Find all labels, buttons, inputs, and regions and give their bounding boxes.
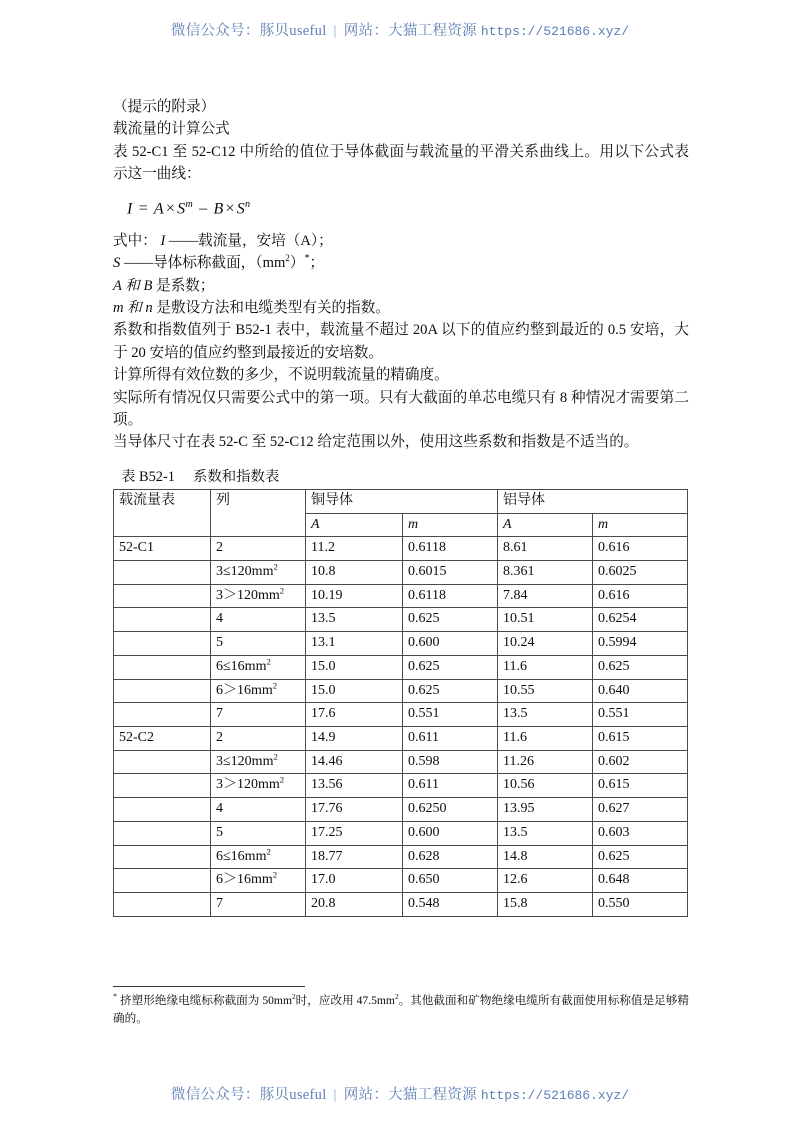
cell-copper-m: 0.625: [403, 608, 498, 632]
table-row: [114, 584, 688, 608]
watermark-separator: |: [333, 1087, 337, 1103]
table-row: [114, 703, 688, 727]
cell-aluminium-A: 10.55: [498, 679, 593, 703]
cell-column-descriptor: 4: [211, 798, 306, 822]
paragraph-second-term-usage: 实际所有情况仅只需要公式中的第一项。只有大截面的单芯电缆只有 8 种情况才需要第二项。: [113, 389, 689, 429]
cell-copper-A: 11.2: [306, 537, 403, 561]
cell-copper-A: 13.5: [306, 608, 403, 632]
cell-copper-m: 0.625: [403, 655, 498, 679]
appendix-note: （提示的附录）: [113, 99, 216, 115]
definition-S-tail: ）: [289, 255, 305, 272]
header-current-table: 载流量表: [114, 489, 211, 536]
cell-aluminium-A: 15.8: [498, 893, 593, 917]
footnote-superscript-1: 2: [291, 993, 296, 1002]
cell-copper-A: 17.0: [306, 869, 403, 893]
cell-column-descriptor: 2: [211, 537, 306, 561]
cell-aluminium-m: 0.625: [593, 845, 688, 869]
table-row: [114, 726, 688, 750]
cell-current-table-continued: [114, 679, 211, 703]
cell-current-table-name: 52-C2: [114, 726, 211, 750]
cell-current-table-continued: [114, 632, 211, 656]
cell-aluminium-A: 10.24: [498, 632, 593, 656]
cell-aluminium-A: 11.6: [498, 655, 593, 679]
cell-aluminium-A: 8.361: [498, 560, 593, 584]
cell-copper-m: 0.600: [403, 821, 498, 845]
header-aluminium-conductor-group: 铝导体: [498, 489, 688, 513]
cell-copper-A: 18.77: [306, 845, 403, 869]
paragraph-significant-digits: 计算所得有效位数的多少，不说明载流量的精确度。: [113, 367, 449, 384]
cell-copper-m: 0.625: [403, 679, 498, 703]
cell-aluminium-m: 0.6254: [593, 608, 688, 632]
cell-copper-A: 17.25: [306, 821, 403, 845]
formula-minus: –: [199, 199, 208, 217]
cell-current-table-continued: [114, 608, 211, 632]
cell-column-superscript: 2: [279, 774, 285, 785]
table-head: [114, 489, 688, 536]
cell-current-table-continued: [114, 584, 211, 608]
cell-aluminium-m: 0.5994: [593, 632, 688, 656]
symbol-definition-list: [113, 230, 689, 320]
cell-copper-A: 13.56: [306, 774, 403, 798]
cell-copper-m: 0.611: [403, 726, 498, 750]
cell-aluminium-m: 0.616: [593, 537, 688, 561]
cell-aluminium-m: 0.627: [593, 798, 688, 822]
carrying-capacity-formula: [127, 199, 689, 218]
footnote-text: [113, 992, 689, 1027]
cell-column-superscript: 2: [266, 845, 271, 856]
formula-lhs: I: [127, 199, 133, 217]
formula-term1-exponent: m: [185, 198, 193, 210]
cell-copper-A: 13.1: [306, 632, 403, 656]
formula-term1-base: S: [177, 199, 186, 217]
footnote-reference-marker: *: [304, 253, 310, 265]
table-row: [114, 893, 688, 917]
table-caption-title: 系数和指数表: [192, 468, 280, 485]
table-header-row-groups: [114, 489, 688, 513]
definition-S-end: ；: [309, 255, 325, 272]
footnote-block: [113, 986, 689, 1027]
cell-copper-m: 0.6118: [403, 584, 498, 608]
cell-aluminium-m: 0.6025: [593, 560, 688, 584]
table-row: [114, 869, 688, 893]
header-watermark: [0, 19, 800, 40]
cell-copper-A: 10.8: [306, 560, 403, 584]
table-caption: [121, 465, 689, 486]
cell-column-superscript: 2: [272, 679, 278, 690]
definition-I: [113, 230, 689, 252]
symbols-A-and-B: A 和 B: [113, 277, 153, 294]
cell-column-superscript: 2: [279, 585, 285, 596]
cell-copper-m: 0.6118: [403, 537, 498, 561]
cell-copper-m: 0.598: [403, 750, 498, 774]
table-row: [114, 845, 688, 869]
cell-column-superscript: 2: [273, 751, 278, 762]
cell-column-descriptor: 2: [211, 726, 306, 750]
cell-aluminium-A: 13.5: [498, 703, 593, 727]
cell-aluminium-m: 0.615: [593, 726, 688, 750]
cell-aluminium-m: 0.603: [593, 821, 688, 845]
header-copper-conductor-group: 铜导体: [306, 489, 498, 513]
watermark-site-label: 网站：大猫工程资源: [343, 23, 477, 39]
table-row: [114, 608, 688, 632]
cell-aluminium-A: 7.84: [498, 584, 593, 608]
footnote-superscript-2: 2: [394, 993, 399, 1002]
cell-column-superscript: 2: [266, 656, 271, 667]
cell-copper-m: 0.611: [403, 774, 498, 798]
cell-copper-m: 0.548: [403, 893, 498, 917]
definition-S-text: ——导体标称截面，（mm: [123, 255, 286, 272]
cell-current-table-continued: [114, 774, 211, 798]
cell-aluminium-m: 0.625: [593, 655, 688, 679]
header-copper-A: A: [306, 513, 403, 537]
cell-copper-m: 0.628: [403, 845, 498, 869]
definition-mn-text: 是敷设方法和电缆类型有关的指数。: [152, 300, 390, 317]
header-copper-m: m: [403, 513, 498, 537]
cell-current-table-continued: [114, 893, 211, 917]
cell-aluminium-A: 11.26: [498, 750, 593, 774]
table-row: [114, 679, 688, 703]
cell-aluminium-A: 10.51: [498, 608, 593, 632]
cell-aluminium-m: 0.648: [593, 869, 688, 893]
cell-aluminium-A: 10.56: [498, 774, 593, 798]
table-row: [114, 632, 688, 656]
cell-column-descriptor: 7: [211, 703, 306, 727]
cell-aluminium-A: 12.6: [498, 869, 593, 893]
intro-paragraph: 表 52-C1 至 52-C12 中所给的值位于导体截面与载流量的平滑关系曲线上。用以下公式表示这一曲线：: [113, 143, 689, 183]
cell-column-descriptor: $6\le 16mm^2$: [211, 655, 306, 679]
watermark-site-label: 网站：大猫工程资源: [343, 1087, 477, 1103]
document-body: [113, 96, 689, 917]
footer-watermark: [0, 1083, 800, 1104]
formula-times-1: ×: [165, 199, 176, 217]
cell-copper-A: 14.9: [306, 726, 403, 750]
watermark-url: https://521686.xyz/: [480, 1088, 630, 1103]
table-body: [114, 537, 688, 917]
table-row: [114, 537, 688, 561]
header-column: 列: [211, 489, 306, 536]
table-row: [114, 655, 688, 679]
cell-column-descriptor: 7: [211, 893, 306, 917]
cell-copper-A: 10.19: [306, 584, 403, 608]
cell-current-table-continued: [114, 821, 211, 845]
cell-column-superscript: 2: [273, 561, 278, 572]
cell-current-table-continued: [114, 750, 211, 774]
header-aluminium-A: A: [498, 513, 593, 537]
cell-copper-m: 0.650: [403, 869, 498, 893]
table-row: [114, 774, 688, 798]
definition-AB-text: 是系数；: [152, 277, 215, 294]
cell-copper-A: 15.0: [306, 655, 403, 679]
footnote-part-2: 时，应改用 47.5mm: [295, 994, 395, 1007]
formula-term2-exponent: n: [244, 198, 251, 210]
formula-term2-coefficient: B: [213, 199, 224, 217]
cell-copper-A: 17.6: [306, 703, 403, 727]
table-row: [114, 821, 688, 845]
cell-column-descriptor: 5: [211, 632, 306, 656]
footnote-marker: *: [113, 992, 118, 1002]
cell-current-table-continued: [114, 798, 211, 822]
section-title: 载流量的计算公式: [113, 121, 230, 138]
table-row: [114, 798, 688, 822]
paragraph-rounding-rules: 系数和指数值列于 B52-1 表中，载流量不超过 20A 以下的值应约整到最近的 0.5 安培，大于 20 安培的值应约整到最接近的安培数。: [113, 322, 689, 361]
table-caption-number: 表 B52-1: [121, 468, 175, 485]
watermark-separator: |: [333, 23, 337, 39]
cell-aluminium-m: 0.602: [593, 750, 688, 774]
definition-lead-label: 式中：: [113, 232, 157, 249]
cell-aluminium-m: 0.640: [593, 679, 688, 703]
cell-column-descriptor: $3\le 120mm^2$: [211, 560, 306, 584]
cell-column-descriptor: $3>120mm^2$: [211, 774, 306, 798]
cell-current-table-continued: [114, 655, 211, 679]
table-row: [114, 750, 688, 774]
cell-current-table-continued: [114, 869, 211, 893]
formula-equals: =: [138, 199, 148, 217]
coefficients-and-exponents-table: [113, 489, 688, 917]
symbol-S: S: [113, 255, 121, 272]
cell-aluminium-m: 0.616: [593, 584, 688, 608]
table-row: [114, 560, 688, 584]
definition-mn: [113, 297, 689, 319]
cell-aluminium-A: 11.6: [498, 726, 593, 750]
watermark-wechat-label: 微信公众号：豚贝useful: [170, 23, 327, 39]
cell-copper-A: 14.46: [306, 750, 403, 774]
watermark-url: https://521686.xyz/: [480, 24, 630, 39]
cell-copper-m: 0.551: [403, 703, 498, 727]
symbols-m-and-n: m 和 n: [113, 300, 153, 317]
cell-column-descriptor: $6>16mm^2$: [211, 869, 306, 893]
cell-column-descriptor: $6\le 16mm^2$: [211, 845, 306, 869]
cell-aluminium-A: 14.8: [498, 845, 593, 869]
cell-current-table-continued: [114, 703, 211, 727]
cell-column-descriptor: 4: [211, 608, 306, 632]
definition-AB: [113, 275, 689, 297]
paragraph-out-of-range-warning: 当导体尺寸在表 52-C 至 52-C12 给定范围以外，使用这些系数和指数是不适当的。: [113, 434, 639, 451]
formula-term2-base: S: [236, 199, 245, 217]
cell-column-descriptor: $3>120mm^2$: [211, 584, 306, 608]
formula-term1-coefficient: A: [153, 199, 164, 217]
cell-column-superscript: 2: [272, 869, 278, 880]
definition-S-superscript: 2: [285, 253, 290, 264]
cell-aluminium-A: 13.5: [498, 821, 593, 845]
cell-aluminium-m: 0.550: [593, 893, 688, 917]
cell-aluminium-A: 8.61: [498, 537, 593, 561]
formula-times-2: ×: [225, 199, 235, 217]
cell-copper-m: 0.600: [403, 632, 498, 656]
cell-column-descriptor: $6>16mm^2$: [211, 679, 306, 703]
cell-current-table-continued: [114, 560, 211, 584]
definition-S: [113, 252, 689, 274]
symbol-I: I: [160, 232, 166, 249]
cell-copper-A: 17.76: [306, 798, 403, 822]
cell-copper-A: 15.0: [306, 679, 403, 703]
header-aluminium-m: m: [593, 513, 688, 537]
cell-column-descriptor: 5: [211, 821, 306, 845]
cell-copper-m: 0.6015: [403, 560, 498, 584]
cell-current-table-continued: [114, 845, 211, 869]
definition-I-text: ——载流量，安培（A）；: [168, 232, 333, 249]
cell-column-descriptor: $3\le 120mm^2$: [211, 750, 306, 774]
watermark-wechat-label: 微信公众号：豚贝useful: [170, 1087, 327, 1103]
cell-aluminium-m: 0.615: [593, 774, 688, 798]
cell-aluminium-A: 13.95: [498, 798, 593, 822]
cell-current-table-name: 52-C1: [114, 537, 211, 561]
footnote-separator-rule: [113, 986, 305, 987]
footnote-part-3: 。其他截面和矿物绝缘电缆所有截面使用标称值是足够精确的。: [113, 994, 690, 1025]
cell-copper-m: 0.6250: [403, 798, 498, 822]
cell-copper-A: 20.8: [306, 893, 403, 917]
cell-aluminium-m: 0.551: [593, 703, 688, 727]
footnote-part-1: 挤塑形绝缘电缆标称截面为 50mm: [120, 994, 292, 1007]
